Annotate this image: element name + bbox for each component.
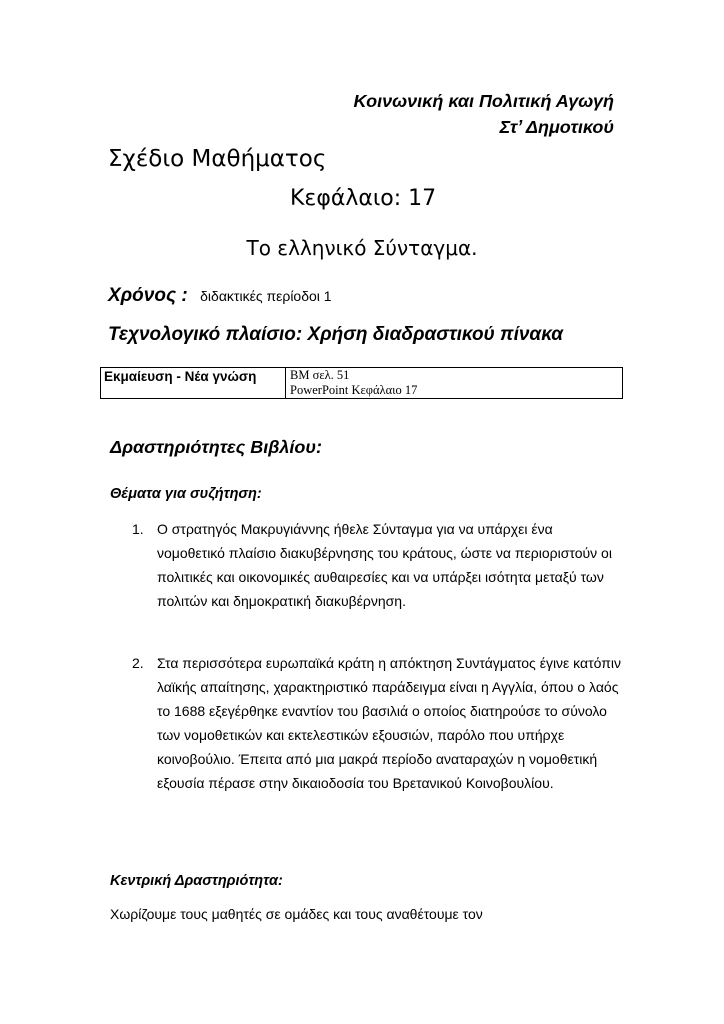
list-item-text: Ο στρατηγός Μακρυγιάννης ήθελε Σύνταγμα για να υπάρχει ένα νομοθετικό πλαίσιο διακυβέρνησης του κράτους, ώστε να περιοριστούν οι πολιτικές και οικονομικές αυθαιρεσίες και να υπάρξει ισότητα μεταξύ των πολιτών και δημοκρατική διακυβέρνηση. bbox=[157, 521, 612, 609]
plan-title: Σχέδιο Μαθήματος bbox=[108, 146, 327, 172]
info-row bbox=[101, 368, 623, 399]
grade-heading: Στ’ Δημοτικού bbox=[499, 117, 614, 137]
chapter-title: Κεφάλαιο: 17 bbox=[290, 186, 437, 211]
info-line-1: ΒΜ σελ. 51 bbox=[290, 368, 350, 382]
list-item-number: 2. bbox=[132, 655, 144, 671]
info-line-2: PowerPoint Κεφάλαιο 17 bbox=[290, 383, 418, 397]
time-label: Χρόνος : bbox=[108, 285, 188, 306]
tech-context: Τεχνολογικό πλαίσιο: Χρήση διαδραστικού πίνακα bbox=[108, 324, 564, 345]
info-table bbox=[100, 367, 623, 399]
discussion-topics-heading: Θέματα για συζήτηση: bbox=[110, 486, 262, 502]
list-item-number: 1. bbox=[132, 521, 144, 537]
subject-heading: Κοινωνική και Πολιτική Αγωγή bbox=[353, 91, 614, 111]
list-item-text: Στα περισσότερα ευρωπαϊκά κράτη η απόκτηση Συντάγματος έγινε κατόπιν λαϊκής απαίτησης, χαρακτηριστικό παράδειγμα είναι η Αγγλία, όπου ο λαός το 1688 εξεγέρθηκε εναντίον του βασιλιά ο οποίος διατηρούσε το σύνολο των νομοθετικών και εκτελεστικών εξουσιών, παρόλο που υπήρχε κοινοβούλιο. Έπειτα από μια μακρά περίοδο αναταραχών η νομοθετική εξουσία πέρασε στην δικαιοδοσία του Βρετανικού Κοινοβουλίου. bbox=[157, 655, 621, 791]
central-activity-heading: Κεντρική Δραστηριότητα: bbox=[110, 873, 283, 889]
time-value: διδακτικές περίοδοι 1 bbox=[200, 288, 332, 304]
central-activity-text: Χωρίζουμε τους μαθητές σε ομάδες και τους αναθέτουμε τον bbox=[110, 906, 483, 922]
time-row bbox=[108, 285, 332, 307]
book-activities-heading: Δραστηριότητες Βιβλίου: bbox=[110, 437, 323, 457]
info-value-cell bbox=[286, 368, 623, 399]
info-label-cell: Εκμαίευση - Νέα γνώση bbox=[101, 368, 286, 399]
lesson-title: Το ελληνικό Σύνταγμα. bbox=[246, 236, 478, 260]
